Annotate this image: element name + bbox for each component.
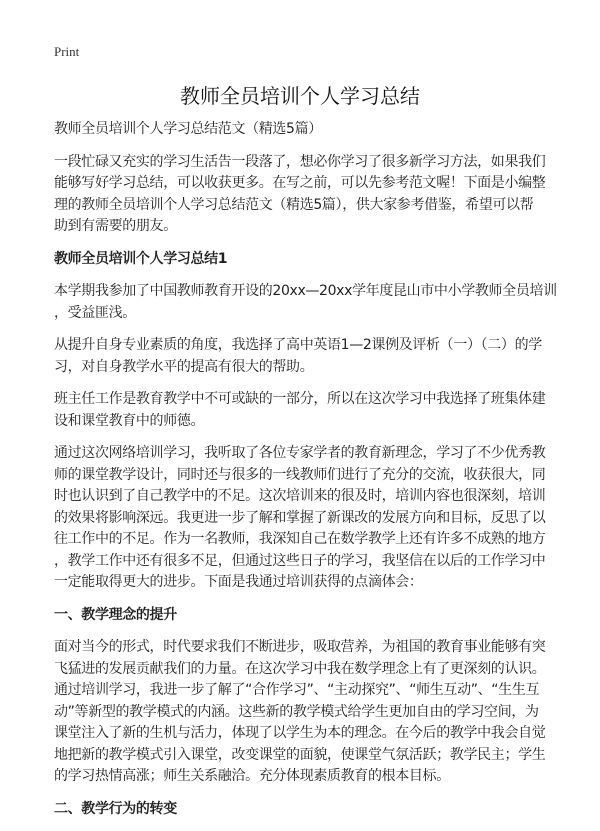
text-line: 从提升自身专业素质的角度，我选择了高中英语1—2课例及评析（一）（二）的学 bbox=[54, 337, 542, 353]
text-line: 地把新的教学模式引入课堂，改变课堂的面貌，使课堂气氛活跃；教学民主；学生 bbox=[54, 746, 546, 763]
text-line: 助到有需要的朋友。 bbox=[54, 218, 177, 234]
text-line: 习，对自身教学水平的提高有很大的帮助。 bbox=[54, 358, 314, 375]
subtitle: 教师全员培训个人学习总结范文（精选5篇） bbox=[54, 121, 322, 137]
text-line: 一段忙碌又充实的学习生活告一段落了，想必你学习了很多新学习方法，如果我们 bbox=[54, 153, 546, 170]
text-line: 动”等新型的教学模式的内涵。这些新的教学模式给学生更加自由的学习空间，为 bbox=[54, 703, 539, 720]
text-line: 本学期我参加了中国教师教育开设的20xx—20xx学年度昆山市中小学教师全员培训 bbox=[54, 283, 557, 299]
text-line: 班主任工作是教育教学中不可或缺的一部分，所以在这次学习中我选择了班集体建 bbox=[54, 391, 546, 407]
text-line: 的效果将影响深远。我更进一步了解和掌握了新课改的发展方向和目标，反思了以 bbox=[54, 509, 546, 526]
text-line: 一定能取得更大的进步。下面是我通过培训获得的点滴体会： bbox=[54, 574, 423, 590]
text-line: 通过培训学习，我进一步了解了“合作学习”、“主动探究”、“师生互动”、“生生互 bbox=[54, 682, 540, 698]
subheading-teaching-behavior: 二、教学行为的转变 bbox=[54, 800, 177, 817]
paragraph bbox=[54, 281, 557, 324]
text-line: 往工作中的不足。作为一名教师，我深知自己在数学教学上还有许多不成熟的地方 bbox=[54, 531, 546, 547]
text-line: ，受益匪浅。 bbox=[54, 304, 136, 321]
text-line: 设和课堂教育中的师德。 bbox=[54, 412, 205, 429]
document-body bbox=[54, 119, 557, 831]
subheading-teaching-concept: 一、教学理念的提升 bbox=[54, 606, 177, 623]
text-line: 面对当今的形式，时代要求我们不断进步，吸取营养，为祖国的教育事业能够有突 bbox=[54, 639, 546, 655]
text-line: 的学习热情高涨；师生关系融洽。充分体现素质教育的根本目标。 bbox=[54, 768, 450, 784]
paragraph bbox=[54, 335, 554, 378]
paragraph bbox=[54, 637, 554, 788]
text-line: ，教学工作中还有很多不足，但通过这些日子的学习，我坚信在以后的工作学习中 bbox=[54, 552, 546, 569]
document-title: 教师全员培训个人学习总结 bbox=[180, 84, 420, 108]
text-line: 飞猛进的发展贡献我们的力量。在这次学习中我在数学理念上有了更深刻的认识。 bbox=[54, 660, 546, 677]
text-line: 课堂注入了新的生机与活力，体现了以学生为本的理念。在今后的教学中我会自觉 bbox=[54, 725, 546, 741]
paragraph bbox=[54, 443, 554, 594]
print-link[interactable]: Print bbox=[54, 44, 80, 59]
section-heading: 教师全员培训个人学习总结1 bbox=[54, 250, 228, 267]
text-line: 能够写好学习总结，可以收获更多。在写之前，可以先参考范文喔！下面是小编整 bbox=[54, 175, 546, 191]
text-line: 通过这次网络培训学习，我听取了各位专家学者的教育新理念，学习了不少优秀教 bbox=[54, 445, 546, 461]
text-line: 理的教师全员培训个人学习总结范文（精选5篇），供大家参考借鉴，希望可以帮 bbox=[54, 196, 534, 213]
intro-paragraph bbox=[54, 152, 554, 238]
paragraph bbox=[54, 389, 554, 432]
text-line: 时也认识到了自己教学中的不足。这次培训来的很及时，培训内容也很深刻，培训 bbox=[54, 488, 546, 504]
text-line: 师的课堂教学设计，同时还与很多的一线教师们进行了充分的交流，收获很大，同 bbox=[54, 466, 546, 483]
